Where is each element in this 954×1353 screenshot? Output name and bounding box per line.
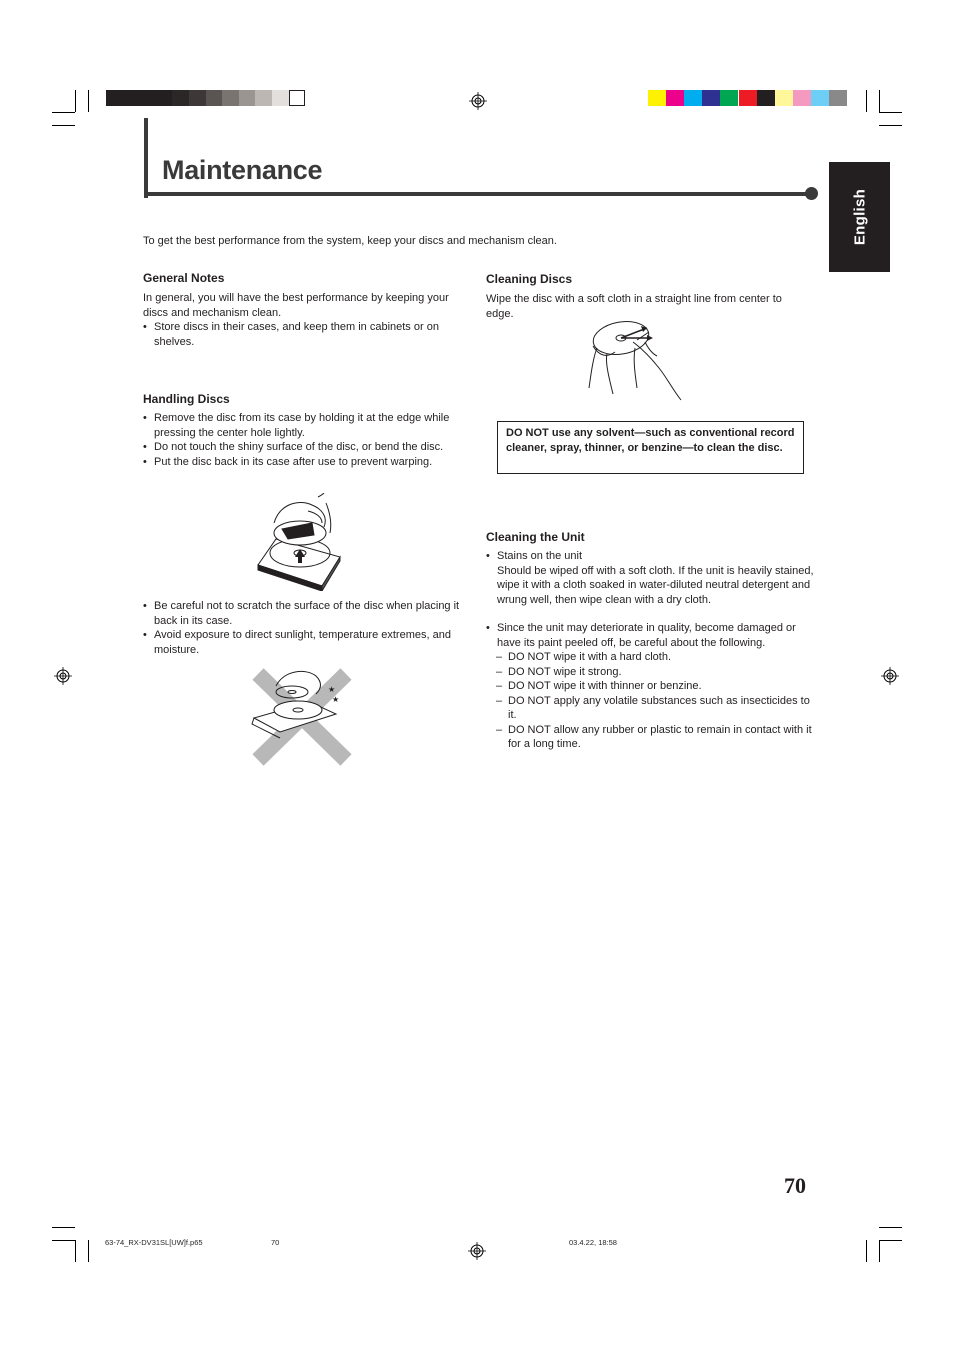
crop-mark: [52, 125, 75, 126]
color-swatch: [757, 90, 775, 106]
color-swatch: [222, 90, 239, 106]
registration-mark-icon: [54, 667, 72, 685]
list-item: • Do not touch the shiny surface of the disc, or bend the disc.: [143, 440, 468, 455]
language-tab-label: English: [851, 188, 868, 246]
title-rule-horizontal: [144, 192, 810, 196]
list-item: • Remove the disc from its case by holding it at the edge while pressing the center hole lightly.: [143, 411, 468, 440]
color-swatch: [189, 90, 206, 106]
handling-discs-list-2: [143, 599, 468, 657]
cleaning-discs-heading: Cleaning Discs: [486, 272, 573, 286]
disc-wiping-figure: [587, 318, 685, 402]
language-tab: [829, 162, 890, 272]
list-item: • Put the disc back in its case after use to prevent warping.: [143, 455, 468, 470]
footer-filename: 63-74_RX-DV31SL[UW]f.p65: [105, 1238, 203, 1247]
crop-mark: [879, 1240, 902, 1241]
dash-item: – DO NOT wipe it with a hard cloth.: [486, 650, 814, 665]
color-swatch: [811, 90, 829, 106]
color-swatch: [106, 90, 123, 106]
crop-mark: [52, 1227, 75, 1228]
handling-discs-list: [143, 411, 468, 469]
color-swatch: [255, 90, 272, 106]
cleaning-unit-section: [486, 549, 814, 752]
color-swatch: [172, 90, 189, 106]
crop-mark: [879, 1227, 902, 1228]
crop-mark: [75, 1240, 76, 1262]
wrong-handling-figure: [250, 666, 352, 766]
dash-item: – DO NOT wipe it with thinner or benzine.: [486, 679, 814, 694]
crop-mark: [88, 1240, 89, 1262]
color-swatch: [239, 90, 256, 106]
color-swatch: [206, 90, 223, 106]
color-swatch: [666, 90, 684, 106]
color-swatch: [684, 90, 702, 106]
crop-mark: [866, 1240, 867, 1262]
footer-page: 70: [271, 1238, 280, 1247]
crop-mark: [866, 90, 867, 112]
color-swatch: [156, 90, 173, 106]
registration-mark-icon: [468, 1242, 486, 1260]
crop-mark: [879, 112, 902, 113]
stains-description: Should be wiped off with a soft cloth. If the unit is heavily stained, wipe it with a cloth soaked in water-diluted neutral detergent and wrung well, then wipe clean with a dry cloth.: [497, 564, 814, 606]
dash-item: – DO NOT allow any rubber or plastic to remain in contact with it for a long time.: [486, 723, 814, 752]
crop-mark: [879, 125, 902, 126]
registration-mark-icon: [469, 92, 487, 110]
color-swatch: [123, 90, 140, 106]
intro-text: To get the best performance from the system, keep your discs and mechanism clean.: [143, 235, 557, 247]
crop-mark: [75, 90, 76, 112]
crop-mark: [52, 112, 75, 113]
color-swatch: [272, 90, 289, 106]
svg-text:★: ★: [332, 695, 340, 704]
color-swatch: [739, 90, 757, 106]
color-swatch: [775, 90, 793, 106]
title-rule-dot: [805, 187, 818, 200]
color-swatch: [702, 90, 720, 106]
disc-in-case-figure: [252, 493, 344, 591]
crop-mark: [879, 90, 880, 112]
registration-mark-icon: [881, 667, 899, 685]
solvent-warning-box: [497, 421, 804, 474]
color-swatch: [793, 90, 811, 106]
list-item: • Avoid exposure to direct sunlight, temperature extremes, and moisture.: [143, 628, 468, 657]
color-swatch: [648, 90, 666, 106]
color-swatch: [139, 90, 156, 106]
general-notes-section: [143, 291, 468, 349]
cleaning-discs-body: Wipe the disc with a soft cloth in a straight line from center to edge.: [486, 293, 782, 320]
general-notes-heading: General Notes: [143, 271, 225, 285]
svg-text:★: ★: [328, 685, 336, 694]
list-item: • Store discs in their cases, and keep them in cabinets or on shelves.: [143, 320, 468, 349]
crop-mark: [88, 90, 89, 112]
handling-discs-heading: Handling Discs: [143, 392, 230, 406]
list-item: • Be careful not to scratch the surface of the disc when placing it back in its case.: [143, 599, 468, 628]
solvent-warning-text: DO NOT use any solvent—such as conventional record cleaner, spray, thinner, or benzine—to clean the disc.: [506, 427, 795, 454]
footer-date: 03.4.22, 18:58: [569, 1238, 617, 1247]
crop-mark: [879, 1240, 880, 1262]
dash-item: – DO NOT wipe it strong.: [486, 665, 814, 680]
crop-mark: [52, 1240, 75, 1241]
color-swatch: [720, 90, 738, 106]
color-swatch: [289, 90, 306, 106]
title-rule-vertical: [144, 118, 148, 198]
list-item: • Since the unit may deteriorate in quality, become damaged or have its paint peeled off, be careful about the following.: [486, 621, 814, 650]
dash-item: – DO NOT apply any volatile substances such as insecticides to it.: [486, 694, 814, 723]
list-item: • Stains on the unit: [486, 549, 814, 564]
cleaning-unit-heading: Cleaning the Unit: [486, 530, 585, 544]
page-title: Maintenance: [162, 155, 323, 185]
page-number: 70: [784, 1173, 806, 1198]
color-swatch: [829, 90, 847, 106]
general-notes-body: In general, you will have the best performance by keeping your discs and mechanism clean.: [143, 292, 449, 319]
